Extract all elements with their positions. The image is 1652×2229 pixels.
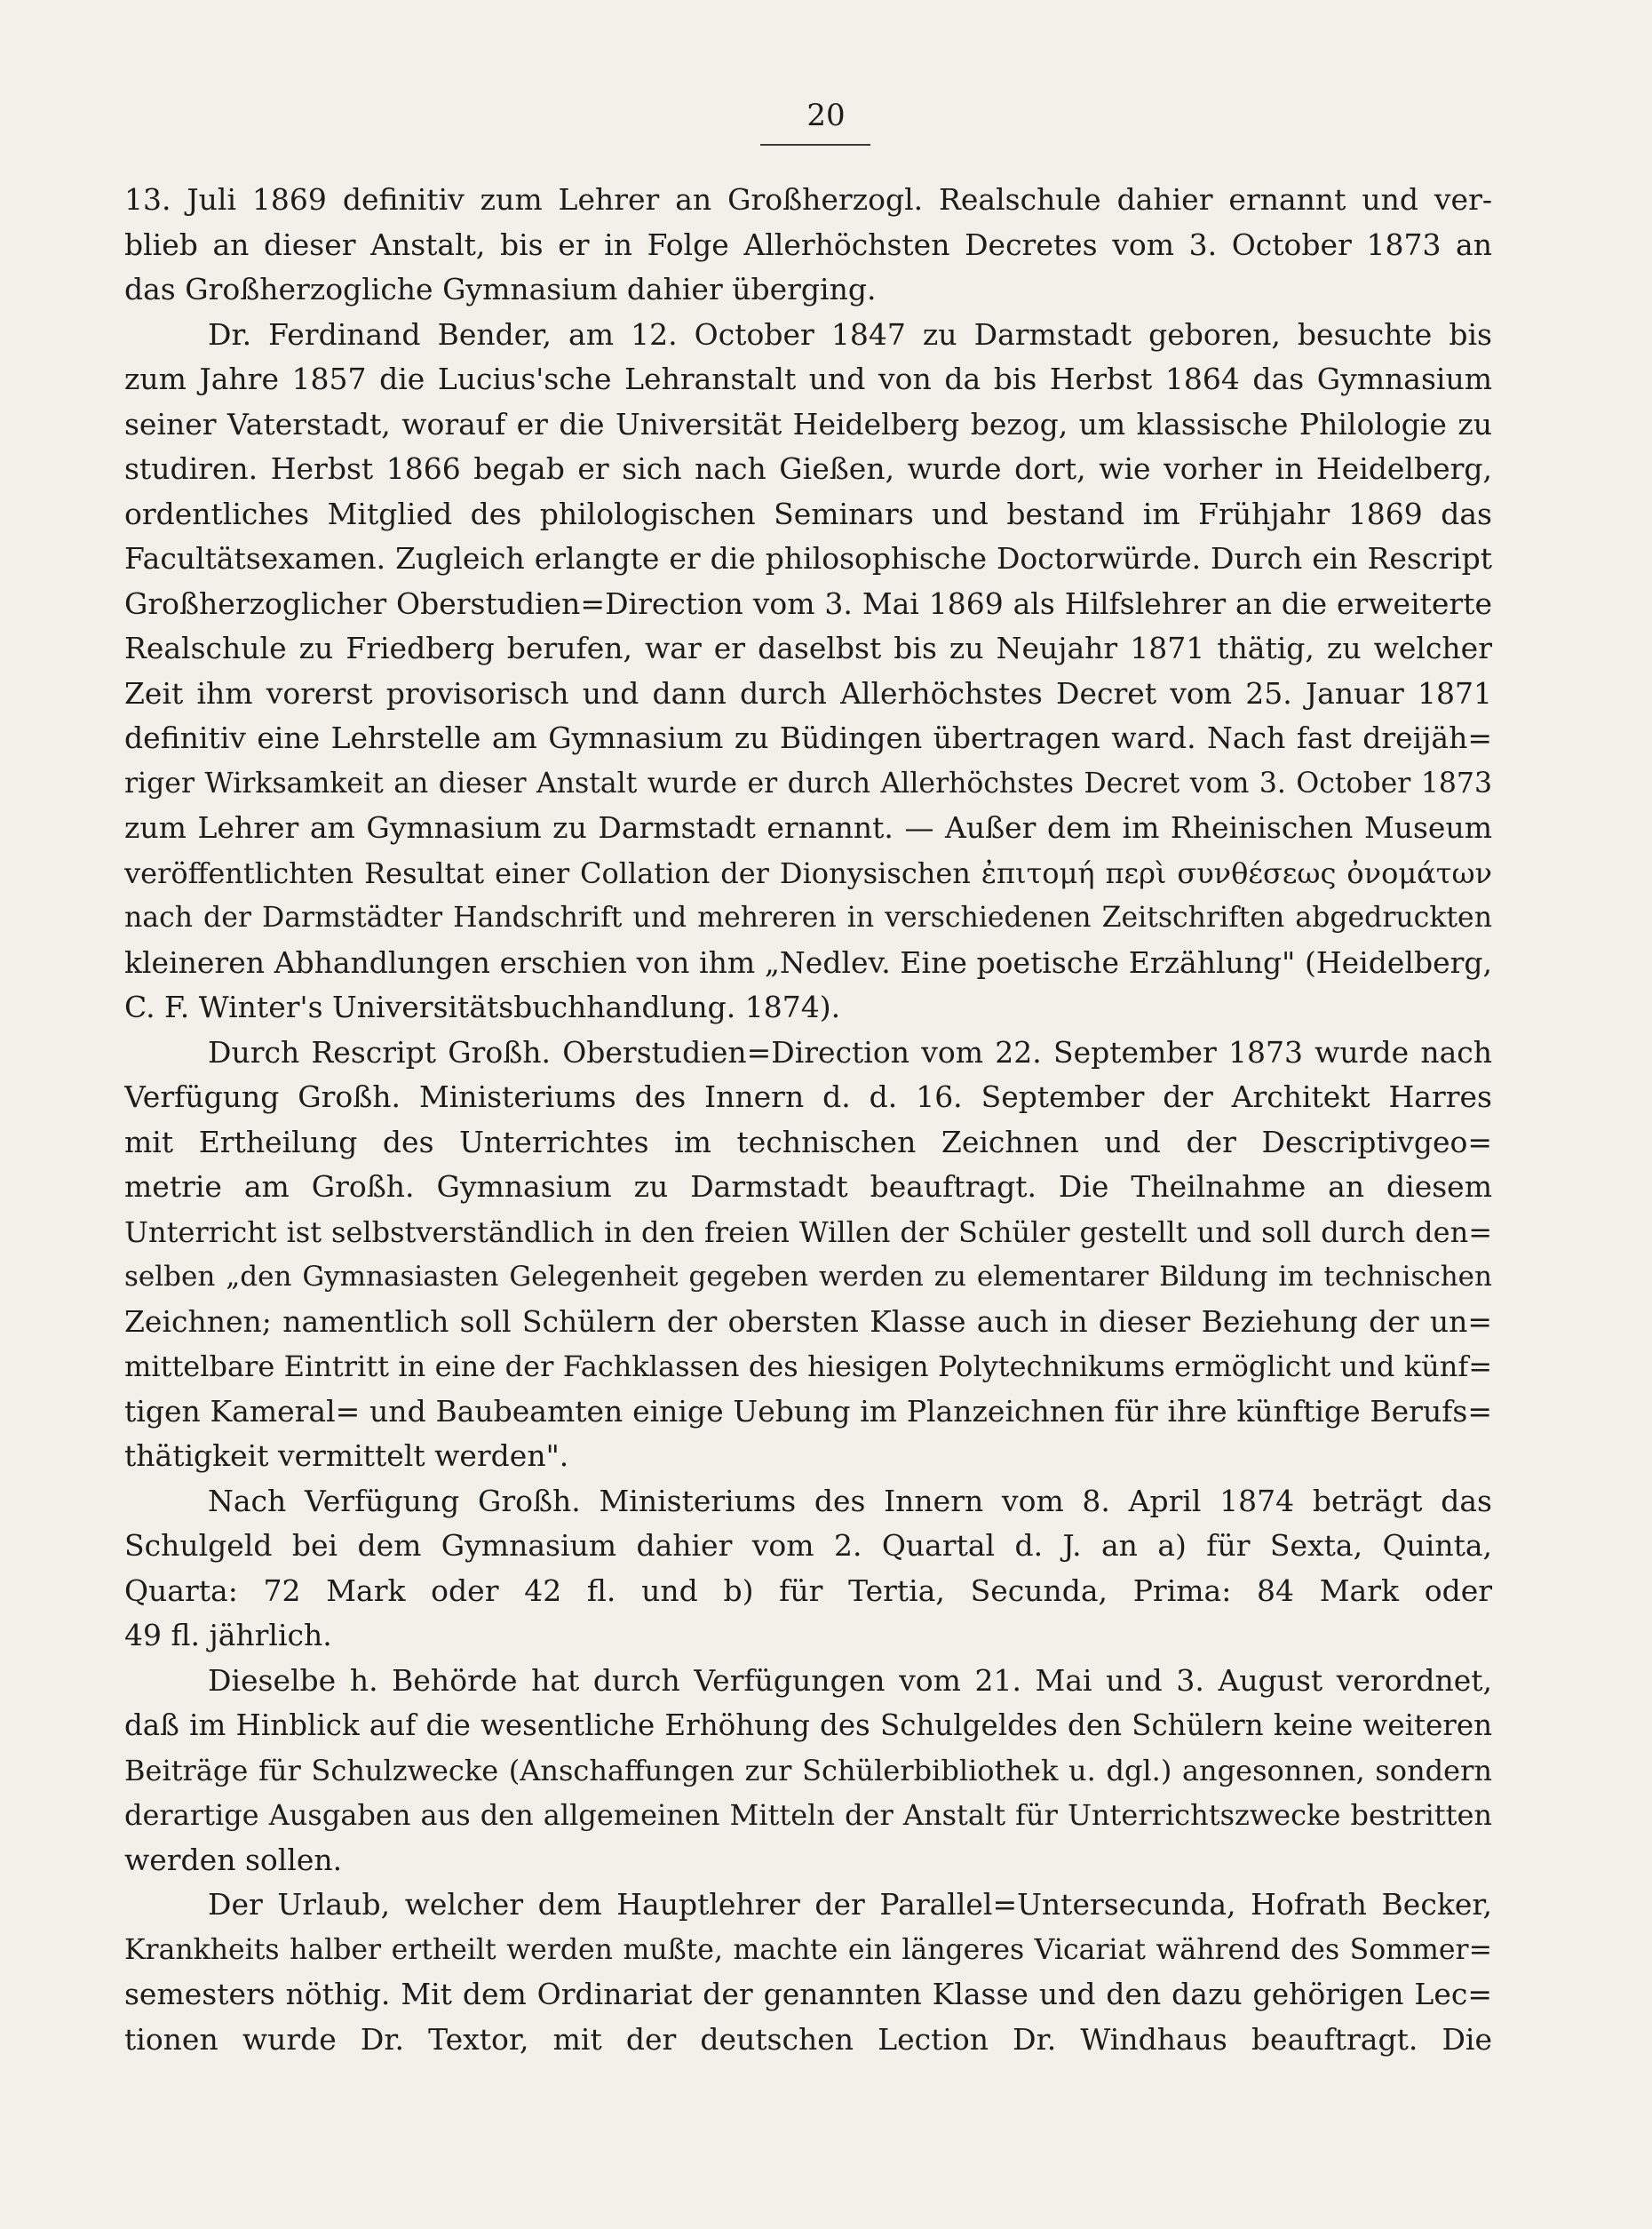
text-line: mittelbare Eintritt in eine der Fachklassen des hiesigen Polytechnikums ermöglicht und künf= xyxy=(124,1349,1492,1383)
text-line: das Großherzogliche Gymnasium dahier überging. xyxy=(124,272,877,306)
text-line: derartige Ausgaben aus den allgemeinen Mitteln der Anstalt für Unterrichtszwecke bestritten xyxy=(124,1798,1492,1832)
text-line: mit Ertheilung des Unterrichtes im technischen Zeichnen und der Descriptivgeo= xyxy=(124,1124,1492,1159)
text-line: Beiträge für Schulzwecke (Anschaffungen zur Schülerbibliothek u. dgl.) angesonnen, sondern xyxy=(124,1753,1492,1787)
text-line: ordentliches Mitglied des philologischen Seminars und bestand im Frühjahr 1869 das xyxy=(124,496,1492,531)
text-line: Unterricht ist selbstverständlich in den freien Willen der Schüler gestellt und soll durch den= xyxy=(124,1214,1492,1249)
text-line: Dieselbe h. Behörde hat durch Verfügungen vom 21. Mai und 3. August verordnet, xyxy=(208,1662,1492,1698)
paragraph-appointment-continued xyxy=(124,178,1492,313)
text-line: tionen wurde Dr. Textor, mit der deutschen Lection Dr. Windhaus beauftragt. Die xyxy=(124,2021,1492,2057)
text-line: Großherzoglicher Oberstudien=Direction vom 3. Mai 1869 als Hilfslehrer an die erweiterte xyxy=(124,585,1492,621)
text-line: definitiv eine Lehrstelle am Gymnasium zu Büdingen übertragen ward. Nach fast dreijäh= xyxy=(124,720,1492,755)
page-number: 20 xyxy=(806,98,846,133)
text-line: Facultätsexamen. Zugleich erlangte er die philosophische Doctorwürde. Durch ein Rescript xyxy=(124,541,1492,576)
paragraph-leave xyxy=(124,1883,1492,2062)
text-line: zum Jahre 1857 die Lucius'sche Lehranstalt und von da bis Herbst 1864 das Gymnasium xyxy=(124,362,1492,396)
text-line: metrie am Großh. Gymnasium zu Darmstadt beauftragt. Die Theilnahme an diesem xyxy=(124,1169,1492,1204)
text-line: Dr. Ferdinand Bender, am 12. October 1847 zu Darmstadt geboren, besuchte bis xyxy=(208,316,1492,352)
text-line: Quarta: 72 Mark oder 42 fl. und b) für Tertia, Secunda, Prima: 84 Mark oder xyxy=(124,1572,1492,1608)
text-line: veröffentlichten Resultat einer Collation der Dionysischen ἐπιτομή περὶ συνθέσεως ὀνομάτων xyxy=(124,856,1492,890)
text-line: 13. Juli 1869 definitiv zum Lehrer an Großherzogl. Realschule dahier ernannt und ver- xyxy=(124,182,1492,217)
text-line: riger Wirksamkeit an dieser Anstalt wurde er durch Allerhöchstes Decret vom 3. October 1873 xyxy=(124,767,1492,800)
paragraph-ferdinand-bender xyxy=(124,313,1492,1031)
text-line: Realschule zu Friedberg berufen, war er daselbst bis zu Neujahr 1871 thätig, zu welcher xyxy=(124,631,1492,665)
page-number-rule xyxy=(760,144,870,146)
text-line: zum Lehrer am Gymnasium zu Darmstadt ernannt. — Außer dem im Rheinischen Museum xyxy=(124,810,1492,845)
text-line: werden sollen. xyxy=(124,1842,343,1877)
text-line: C. F. Winter's Universitätsbuchhandlung. 1874). xyxy=(124,990,841,1024)
text-line: Der Urlaub, welcher dem Hauptlehrer der Parallel=Untersecunda, Hofrath Becker, xyxy=(208,1887,1492,1922)
text-line: selben „den Gymnasiasten Gelegenheit gegeben werden zu elementarer Bildung im technischen xyxy=(124,1261,1492,1293)
text-line: Verfügung Großh. Ministeriums des Innern d. d. 16. September der Architekt Harres xyxy=(124,1079,1492,1114)
text-line: daß im Hinblick auf die wesentliche Erhöhung des Schulgeldes den Schülern keine weiteren xyxy=(124,1708,1492,1742)
text-line: Zeichnen; namentlich soll Schülern der obersten Klasse auch in dieser Beziehung der un= xyxy=(124,1303,1492,1339)
body-text xyxy=(124,178,1492,2062)
text-line: kleineren Abhandlungen erschien von ihm „Nedlev. Eine poetische Erzählung" (Heidelberg, xyxy=(124,944,1492,980)
text-line: Nach Verfügung Großh. Ministeriums des Innern vom 8. April 1874 beträgt das xyxy=(208,1483,1492,1518)
text-line: Zeit ihm vorerst provisorisch und dann durch Allerhöchstes Decret vom 25. Januar 1871 xyxy=(124,675,1492,711)
text-line: thätigkeit vermittelt werden". xyxy=(124,1438,569,1473)
paragraph-contributions xyxy=(124,1659,1492,1883)
text-line: nach der Darmstädter Handschrift und mehreren in verschiedenen Zeitschriften abgedruckten xyxy=(124,902,1492,934)
text-line: studiren. Herbst 1866 begab er sich nach Gießen, wurde dort, wie vorher in Heidelberg, xyxy=(124,451,1492,486)
text-line: Schulgeld bei dem Gymnasium dahier vom 2. Quartal d. J. an a) für Sexta, Quinta, xyxy=(124,1528,1492,1563)
text-line: Durch Rescript Großh. Oberstudien=Direction vom 22. September 1873 wurde nach xyxy=(208,1034,1492,1070)
text-line: semesters nöthig. Mit dem Ordinariat der genannten Klasse und den dazu gehörigen Lec= xyxy=(124,1977,1492,2011)
paragraph-school-fees xyxy=(124,1479,1492,1659)
text-line: seiner Vaterstadt, worauf er die Universität Heidelberg bezog, um klassische Philologie zu xyxy=(124,406,1492,442)
text-line: blieb an dieser Anstalt, bis er in Folge Allerhöchsten Decretes vom 3. October 1873 an xyxy=(124,227,1492,262)
paragraph-drawing-instruction xyxy=(124,1031,1492,1479)
text-line: Krankheits halber ertheilt werden mußte, machte ein längeres Vicariat während des Sommer= xyxy=(124,1933,1492,1966)
text-line: tigen Kameral= und Baubeamten einige Uebung im Planzeichnen für ihre künftige Berufs= xyxy=(124,1393,1492,1429)
text-line: 49 fl. jährlich. xyxy=(124,1618,332,1652)
